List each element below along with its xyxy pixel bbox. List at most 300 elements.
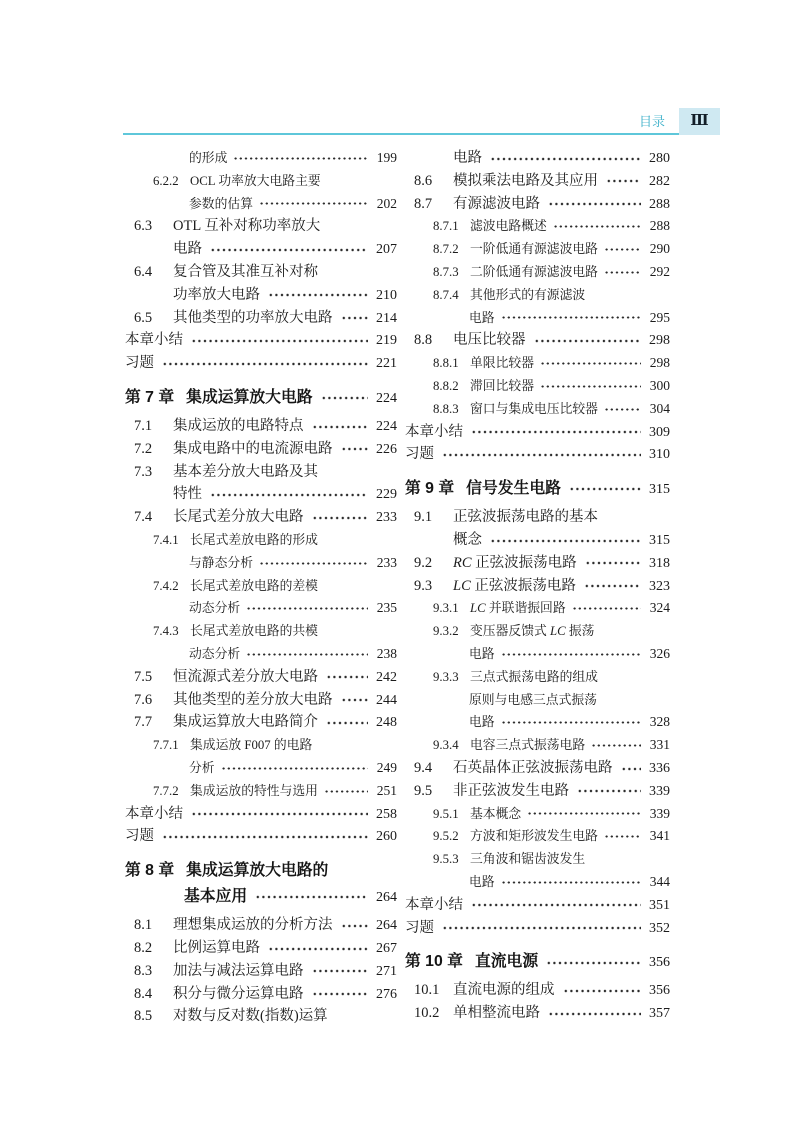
- toc-entry: [125, 689, 397, 712]
- entry-page-number: 210: [376, 287, 397, 303]
- entry-number: 10.2: [414, 1005, 440, 1022]
- dot-leader: [490, 529, 641, 552]
- toc-entry: [125, 307, 397, 330]
- toc-entry: [405, 734, 670, 757]
- toc-entry: [405, 1002, 670, 1025]
- entry-title: 其他形式的有源滤波: [470, 287, 586, 302]
- entry-page-number: 233: [376, 510, 397, 526]
- toc-entry: [405, 506, 670, 529]
- entry-title: 集成运放的特性与选用: [190, 783, 318, 798]
- entry-page-number: 339: [649, 805, 670, 821]
- dot-leader: [341, 438, 369, 461]
- toc-entry: [405, 711, 670, 734]
- toc-entry: [405, 620, 670, 643]
- toc-chapter-entry: [125, 858, 397, 884]
- entry-title: 滤波电路概述: [470, 219, 547, 234]
- dot-leader: [312, 506, 369, 529]
- toc-entry: [125, 238, 397, 261]
- toc-entry: [125, 803, 397, 826]
- entry-number: 6.2.2: [153, 173, 179, 188]
- entry-page-number: 221: [376, 356, 397, 372]
- entry-title: 长尾式差放电路的形成: [190, 532, 318, 547]
- entry-page-number: 242: [376, 669, 397, 685]
- entry-title: 对数与反对数(指数)运算: [173, 1008, 328, 1025]
- dot-leader: [548, 1002, 641, 1025]
- dot-leader: [312, 415, 369, 438]
- toc-entry: [405, 238, 670, 261]
- entry-number: 第 10 章: [405, 953, 463, 971]
- toc-entry: [125, 666, 397, 689]
- toc-entry: [405, 780, 670, 803]
- entry-page-number: 288: [649, 196, 670, 212]
- entry-page-number: 226: [376, 441, 397, 457]
- dot-leader: [321, 385, 368, 411]
- entry-page-number: 298: [649, 355, 670, 371]
- entry-title: LC 正弦波振荡电路: [453, 577, 576, 594]
- entry-page-number: 326: [649, 645, 670, 661]
- dot-leader: [591, 734, 641, 757]
- entry-title: LC 并联谐振回路: [470, 601, 566, 616]
- entry-title: 集成运放 F007 的电路: [190, 738, 313, 753]
- toc-entry: [125, 415, 397, 438]
- entry-title: 集成运放的电路特点: [173, 417, 304, 434]
- dot-leader: [210, 238, 368, 261]
- entry-title: 加法与减法运算电路: [173, 962, 304, 979]
- dot-leader: [162, 352, 368, 375]
- entry-title: 正弦波振荡电路的基本: [453, 509, 598, 526]
- toc-entry: [405, 284, 670, 307]
- toc-entry: [125, 711, 397, 734]
- entry-page-number: 315: [649, 482, 670, 498]
- entry-page-number: 264: [376, 890, 397, 906]
- toc-entry: [405, 421, 670, 444]
- entry-title: 基本应用: [184, 888, 248, 906]
- toc-entry: [125, 884, 397, 910]
- entry-title: 单相整流电路: [453, 1005, 540, 1022]
- dot-leader: [606, 170, 641, 193]
- entry-title: 滞回比较器: [470, 378, 534, 393]
- entry-title: 复合管及其准互补对称: [173, 263, 318, 280]
- dot-leader: [534, 329, 642, 352]
- toc-entry: [125, 261, 397, 284]
- entry-title: 的形成: [189, 151, 228, 165]
- entry-number: 9.3.1: [433, 601, 459, 616]
- entry-title: 参数的估算: [189, 196, 253, 211]
- toc-entry: [405, 261, 670, 284]
- entry-title: OTL 互补对称功率放大: [173, 218, 321, 235]
- entry-number: 9.5.3: [433, 852, 459, 867]
- dot-leader: [546, 949, 641, 975]
- entry-number: 7.4.1: [153, 532, 179, 547]
- dot-leader: [312, 983, 369, 1006]
- entry-page-number: 356: [649, 955, 670, 971]
- entry-number: 7.7.1: [153, 738, 179, 753]
- dot-leader: [326, 666, 368, 689]
- entry-title: 模拟乘法电路及其应用: [453, 172, 598, 189]
- toc-entry: [405, 979, 670, 1002]
- entry-number: 8.8.2: [433, 378, 459, 393]
- entry-number: 8.1: [134, 917, 153, 934]
- page-header: [123, 108, 720, 135]
- dot-leader: [324, 780, 368, 803]
- entry-number: 9.3.3: [433, 669, 459, 684]
- entry-page-number: 244: [376, 692, 397, 708]
- dot-leader: [210, 483, 368, 506]
- entry-number: 9.1: [414, 509, 433, 526]
- dot-leader: [312, 960, 369, 983]
- entry-page-number: 248: [376, 715, 397, 731]
- toc-entry: [125, 193, 397, 216]
- entry-number: 6.3: [134, 218, 153, 235]
- entry-page-number: 271: [376, 963, 397, 979]
- toc-entry: [405, 375, 670, 398]
- entry-page-number: 336: [649, 760, 670, 776]
- entry-page-number: 224: [376, 390, 397, 406]
- entry-page-number: 199: [376, 150, 397, 165]
- toc-entry: [125, 170, 397, 193]
- entry-title: 石英晶体正弦波振荡电路: [453, 759, 613, 776]
- entry-title: 集成运算放大电路的: [186, 862, 329, 880]
- toc-entry: [125, 552, 397, 575]
- dot-leader: [246, 597, 368, 620]
- entry-title: 电路: [453, 150, 482, 166]
- toc-entry: [125, 329, 397, 352]
- entry-title: 习题: [125, 828, 154, 845]
- toc-entry: [125, 215, 397, 238]
- entry-title: 原则与电感三点式振荡: [469, 692, 597, 707]
- dot-leader: [527, 803, 641, 826]
- entry-title: 非正弦波发生电路: [453, 782, 569, 799]
- dot-leader: [341, 914, 369, 937]
- toc-entry: [125, 438, 397, 461]
- dot-leader: [548, 193, 641, 216]
- dot-leader: [442, 917, 641, 940]
- entry-title: 信号发生电路: [466, 480, 561, 498]
- entry-number: 8.7.4: [433, 287, 459, 302]
- toc-entry: [125, 960, 397, 983]
- dot-leader: [341, 689, 369, 712]
- entry-number: 6.5: [134, 309, 153, 326]
- entry-number: 第 7 章: [125, 388, 175, 406]
- entry-title: 变压器反馈式 LC 振荡: [470, 624, 595, 639]
- dot-leader: [501, 871, 641, 894]
- entry-title: 基本概念: [470, 806, 522, 821]
- entry-page-number: 356: [649, 983, 670, 999]
- dot-leader: [191, 329, 368, 352]
- header-title: 目录: [638, 114, 665, 129]
- toc-entry: [405, 329, 670, 352]
- dot-leader: [490, 147, 641, 170]
- toc-entry: [125, 506, 397, 529]
- entry-number: 7.6: [134, 691, 153, 708]
- toc-entry: [405, 894, 670, 917]
- entry-page-number: 292: [649, 263, 670, 279]
- entry-title: 习题: [125, 355, 154, 372]
- entry-title: 电容三点式振荡电路: [470, 738, 586, 753]
- toc-entry: [125, 529, 397, 552]
- entry-title: 电路: [469, 646, 495, 661]
- entry-page-number: 304: [649, 400, 670, 416]
- entry-number: 6.4: [134, 263, 153, 280]
- dot-leader: [246, 643, 368, 666]
- entry-number: 9.2: [414, 554, 433, 571]
- entry-page-number: 352: [649, 920, 670, 936]
- dot-leader: [604, 261, 641, 284]
- entry-title: 习题: [405, 446, 434, 463]
- entry-page-number: 267: [376, 940, 397, 956]
- entry-title: 本章小结: [405, 423, 463, 440]
- entry-number: 7.4.3: [153, 624, 179, 639]
- toc-entry: [405, 643, 670, 666]
- entry-title: RC 正弦波振荡电路: [453, 554, 577, 571]
- dot-leader: [326, 711, 368, 734]
- entry-title: 单限比较器: [470, 356, 534, 371]
- entry-title: 本章小结: [405, 896, 463, 913]
- toc-entry: [125, 575, 397, 598]
- dot-leader: [471, 894, 641, 917]
- entry-page-number: 298: [649, 333, 670, 349]
- toc-entry: [125, 461, 397, 484]
- dot-leader: [585, 552, 641, 575]
- toc-entry: [405, 803, 670, 826]
- entry-page-number: 214: [376, 310, 397, 326]
- entry-title: 长尾式差放电路的差模: [190, 578, 318, 593]
- entry-page-number: 260: [376, 829, 397, 845]
- entry-title: 比例运算电路: [173, 939, 260, 956]
- entry-page-number: 238: [376, 645, 397, 661]
- dot-leader: [191, 803, 368, 826]
- toc-chapter-entry: [405, 476, 670, 502]
- entry-page-number: 331: [649, 737, 670, 753]
- entry-page-number: 339: [649, 783, 670, 799]
- entry-page-number: 341: [649, 828, 670, 844]
- dot-leader: [255, 884, 368, 910]
- entry-number: 第 8 章: [125, 862, 175, 880]
- entry-title: 动态分析: [189, 646, 241, 661]
- entry-page-number: 310: [649, 447, 670, 463]
- entry-page-number: 318: [649, 555, 670, 571]
- entry-title: 功率放大电路: [173, 286, 260, 303]
- entry-page-number: 328: [649, 714, 670, 730]
- toc-entry: [125, 825, 397, 848]
- entry-page-number: 351: [649, 897, 670, 913]
- toc-column-right: [405, 147, 670, 1025]
- entry-title: 电路: [469, 715, 495, 730]
- entry-title: 与静态分析: [189, 555, 253, 570]
- entry-number: 7.4: [134, 509, 153, 526]
- dot-leader: [569, 476, 641, 502]
- dot-leader: [162, 825, 368, 848]
- toc-entry: [125, 757, 397, 780]
- entry-page-number: 309: [649, 424, 670, 440]
- entry-number: 第 9 章: [405, 480, 455, 498]
- entry-page-number: 202: [376, 195, 397, 211]
- dot-leader: [501, 711, 641, 734]
- entry-page-number: 249: [376, 759, 397, 775]
- toc-entry: [125, 937, 397, 960]
- dot-leader: [341, 307, 369, 330]
- entry-number: 8.5: [134, 1008, 153, 1025]
- entry-title: 三点式振荡电路的组成: [470, 669, 598, 684]
- entry-number: 8.7.2: [433, 242, 459, 257]
- entry-page-number: 207: [376, 242, 397, 258]
- entry-title: 三角波和锯齿波发生: [470, 852, 586, 867]
- dot-leader: [259, 552, 368, 575]
- entry-number: 9.3.4: [433, 738, 459, 753]
- dot-leader: [563, 979, 642, 1002]
- entry-title: 窗口与集成电压比较器: [470, 401, 598, 416]
- entry-page-number: 235: [376, 600, 397, 616]
- entry-number: 9.5.1: [433, 806, 459, 821]
- dot-leader: [221, 757, 368, 780]
- entry-title: 理想集成运放的分析方法: [173, 917, 333, 934]
- entry-number: 8.7.1: [433, 219, 459, 234]
- dot-leader: [471, 421, 641, 444]
- dot-leader: [233, 147, 368, 170]
- entry-title: 本章小结: [125, 332, 183, 349]
- entry-number: 8.3: [134, 962, 153, 979]
- entry-number: 8.7: [414, 195, 433, 212]
- toc-entry: [405, 215, 670, 238]
- entry-title: 概念: [453, 531, 482, 548]
- toc-entry: [125, 643, 397, 666]
- entry-title: 二阶低通有源滤波电路: [470, 264, 598, 279]
- toc-entry: [125, 780, 397, 803]
- entry-title: OCL 功率放大电路主要: [190, 173, 321, 188]
- entry-page-number: 224: [376, 418, 397, 434]
- dot-leader: [268, 937, 368, 960]
- entry-page-number: 288: [649, 218, 670, 234]
- toc-entry: [405, 352, 670, 375]
- toc-entry: [405, 757, 670, 780]
- toc-entry: [125, 620, 397, 643]
- entry-title: 习题: [405, 919, 434, 936]
- entry-number: 7.2: [134, 440, 153, 457]
- toc-entry: [125, 734, 397, 757]
- dot-leader: [442, 443, 641, 466]
- entry-page-number: 251: [376, 782, 397, 798]
- entry-number: 7.7: [134, 714, 153, 731]
- dot-leader: [553, 215, 641, 238]
- entry-title: 电路: [469, 310, 495, 325]
- entry-number: 8.4: [134, 985, 153, 1002]
- entry-page-number: 229: [376, 487, 397, 503]
- toc-entry: [405, 307, 670, 330]
- entry-number: 8.8.1: [433, 356, 459, 371]
- entry-title: 本章小结: [125, 805, 183, 822]
- toc-entry: [405, 193, 670, 216]
- entry-title: 集成电路中的电流源电路: [173, 440, 333, 457]
- dot-leader: [621, 757, 642, 780]
- toc-entry: [405, 689, 670, 712]
- entry-number: 9.4: [414, 759, 433, 776]
- toc-column-left: [125, 147, 397, 1028]
- entry-number: 9.3.2: [433, 624, 459, 639]
- dot-leader: [604, 238, 641, 261]
- toc-entry: [125, 483, 397, 506]
- entry-number: 7.4.2: [153, 578, 179, 593]
- entry-title: 一阶低通有源滤波电路: [470, 242, 598, 257]
- toc-entry: [125, 284, 397, 307]
- toc-entry: [405, 575, 670, 598]
- entry-page-number: 323: [649, 578, 670, 594]
- entry-page-number: 324: [649, 600, 670, 616]
- dot-leader: [604, 825, 641, 848]
- entry-title: 积分与微分运算电路: [173, 985, 304, 1002]
- entry-number: 7.1: [134, 417, 153, 434]
- entry-page-number: 290: [649, 241, 670, 257]
- page-number-badge: Ⅲ: [679, 108, 720, 135]
- entry-number: 7.7.2: [153, 783, 179, 798]
- entry-page-number: 282: [649, 173, 670, 189]
- header-rule-divider: [123, 133, 720, 135]
- toc-entry: [405, 170, 670, 193]
- entry-number: 8.7.3: [433, 264, 459, 279]
- toc-entry: [125, 147, 397, 170]
- entry-title: 集成运算放大电路简介: [173, 714, 318, 731]
- toc-entry: [405, 529, 670, 552]
- toc-entry: [405, 443, 670, 466]
- toc-entry: [405, 848, 670, 871]
- entry-page-number: 357: [649, 1006, 670, 1022]
- entry-title: 长尾式差分放大电路: [173, 509, 304, 526]
- entry-title: 其他类型的差分放大电路: [173, 691, 333, 708]
- dot-leader: [572, 597, 641, 620]
- entry-page-number: 258: [376, 806, 397, 822]
- toc-entry: [125, 352, 397, 375]
- entry-page-number: 276: [376, 986, 397, 1002]
- entry-number: 8.8.3: [433, 401, 459, 416]
- dot-leader: [604, 398, 641, 421]
- entry-page-number: 344: [649, 873, 670, 889]
- entry-title: 集成运算放大电路: [186, 388, 313, 406]
- dot-leader: [501, 643, 641, 666]
- toc-entry: [405, 597, 670, 620]
- entry-title: 基本差分放大电路及其: [173, 463, 318, 480]
- entry-page-number: 233: [376, 554, 397, 570]
- entry-number: 8.6: [414, 172, 433, 189]
- toc-chapter-entry: [405, 949, 670, 975]
- toc-entry: [405, 552, 670, 575]
- entry-title: 直流电源: [474, 953, 539, 971]
- entry-title: 恒流源式差分放大电路: [173, 668, 318, 685]
- dot-leader: [259, 193, 368, 216]
- toc-entry: [125, 983, 397, 1006]
- toc-entry: [125, 1005, 397, 1028]
- entry-title: 电压比较器: [453, 332, 526, 349]
- entry-page-number: 315: [649, 532, 670, 548]
- toc-entry: [405, 871, 670, 894]
- dot-leader: [540, 352, 641, 375]
- dot-leader: [540, 375, 641, 398]
- toc-entry: [405, 825, 670, 848]
- entry-title: 直流电源的组成: [453, 982, 555, 999]
- toc-entry: [405, 917, 670, 940]
- entry-page-number: 219: [376, 333, 397, 349]
- dot-leader: [268, 284, 368, 307]
- entry-number: 9.3: [414, 577, 433, 594]
- entry-title: 其他类型的功率放大电路: [173, 309, 333, 326]
- entry-page-number: 264: [376, 918, 397, 934]
- entry-title: 电路: [469, 874, 495, 889]
- entry-number: 9.5: [414, 782, 433, 799]
- toc-entry: [405, 666, 670, 689]
- dot-leader: [501, 307, 641, 330]
- entry-page-number: 300: [649, 377, 670, 393]
- dot-leader: [577, 780, 641, 803]
- entry-title: 有源滤波电路: [453, 195, 540, 212]
- toc-chapter-entry: [125, 385, 397, 411]
